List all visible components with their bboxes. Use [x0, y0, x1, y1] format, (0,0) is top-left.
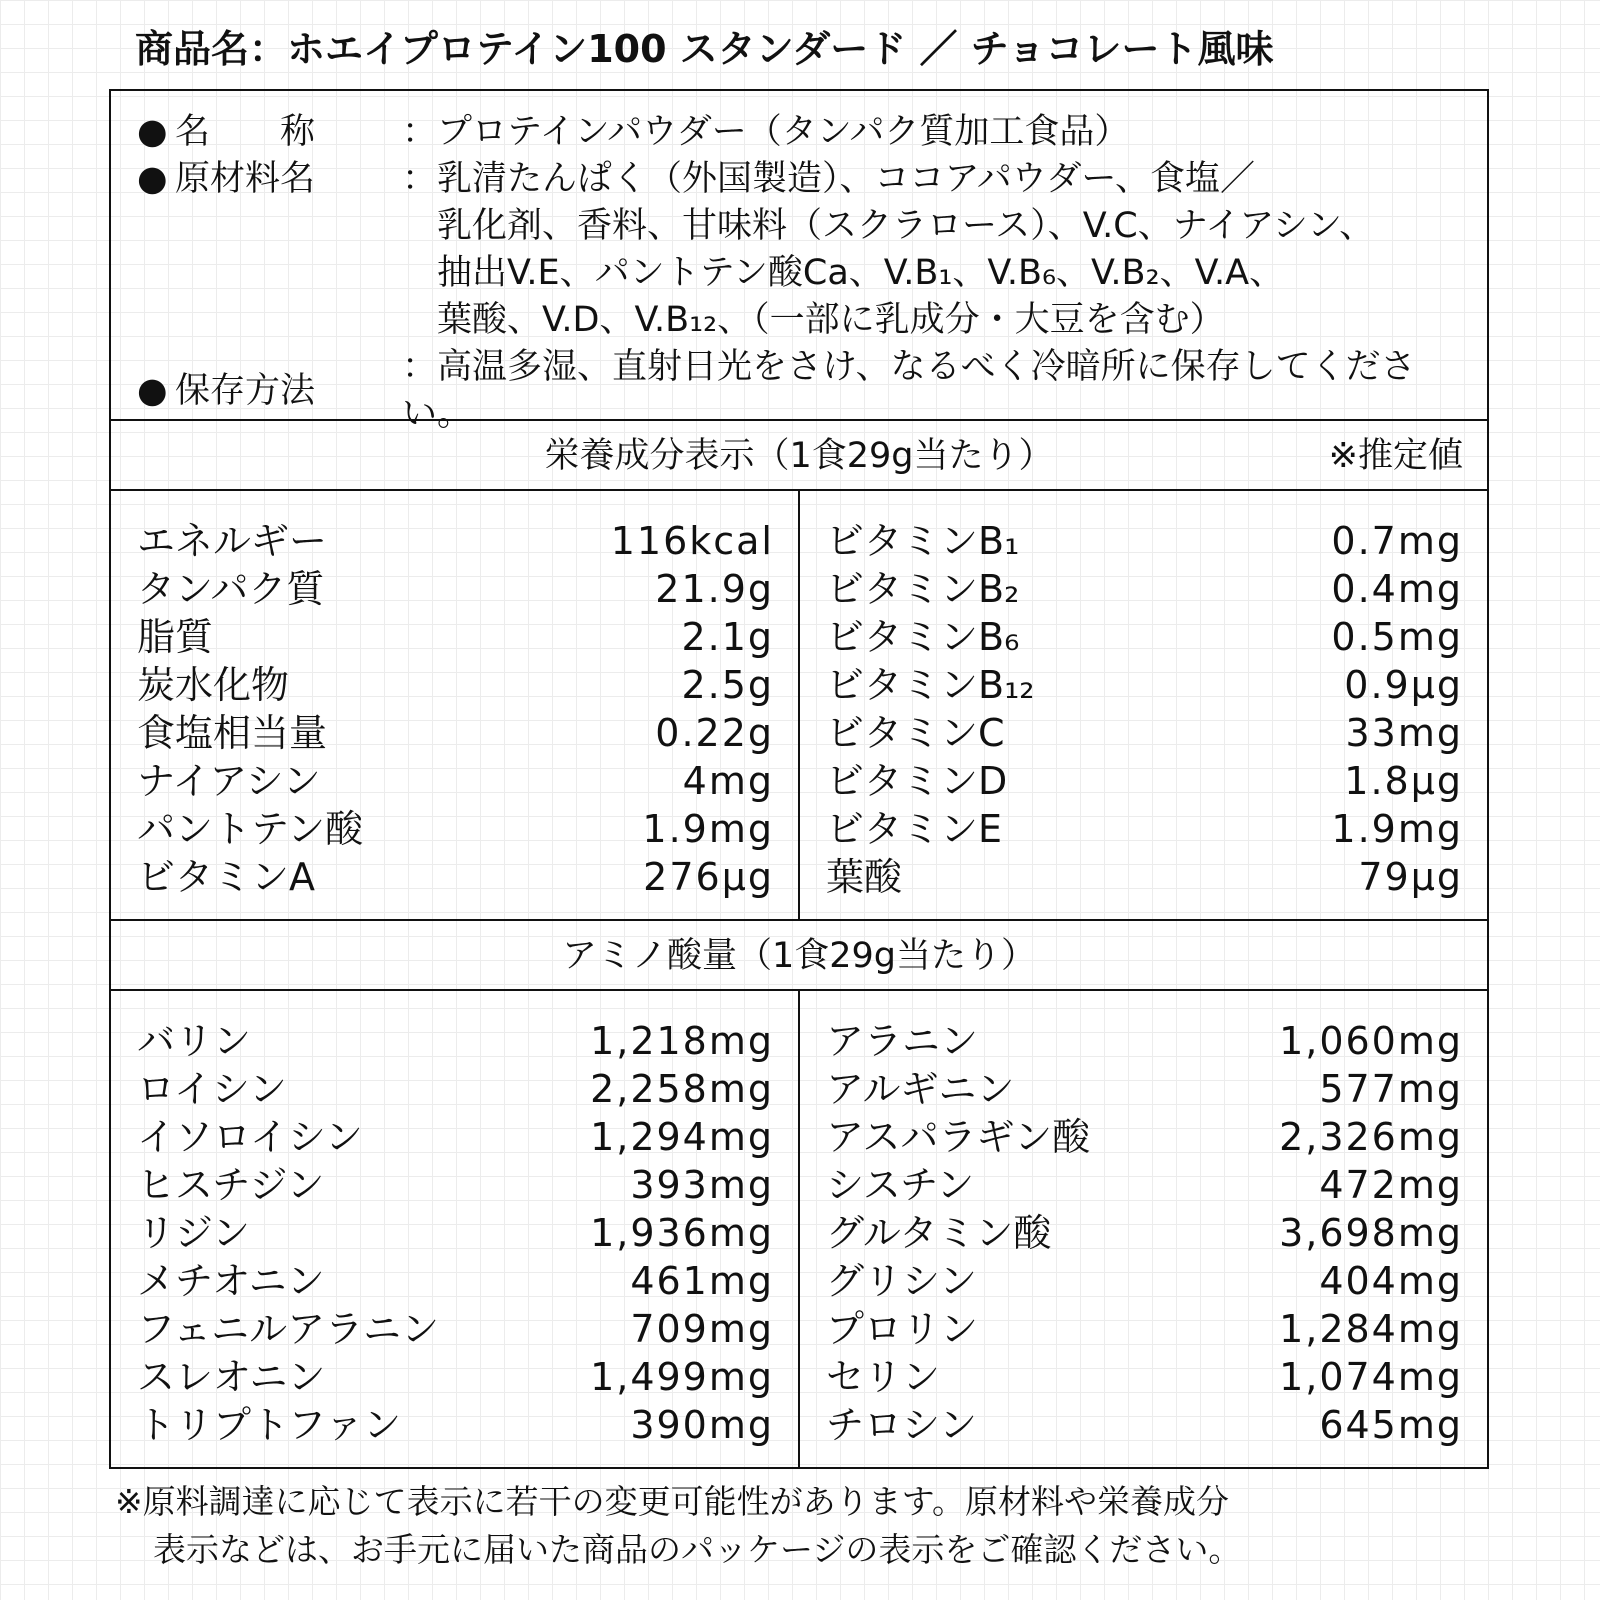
nutrition-heading: 栄養成分表示（1食29g当たり） — [544, 436, 1054, 476]
nutrient-value: 393mg — [630, 1163, 774, 1207]
nutrient-name: ビタミンA — [137, 855, 315, 899]
storage-label: 保存方法 — [175, 370, 316, 411]
product-title: 商品名：ホエイプロテイン100 スタンダード ／ チョコレート風味 — [135, 27, 1274, 71]
nutrient-name: 食塩相当量 — [137, 711, 328, 755]
nutrient-name: 炭水化物 — [137, 663, 290, 707]
nutrient-name: 脂質 — [137, 615, 214, 659]
nutrient-value: 1.9mg — [1331, 807, 1463, 851]
nutrient-name: スレオニン — [137, 1355, 326, 1399]
amino-row — [137, 1209, 774, 1257]
nutrition-row — [826, 709, 1463, 757]
nutrient-value: 709mg — [630, 1307, 774, 1351]
amino-column-right — [800, 991, 1487, 1467]
nutrient-name: グリシン — [826, 1259, 978, 1303]
info-row-name — [137, 109, 1487, 156]
nutrient-name: ビタミンB₁₂ — [826, 663, 1035, 707]
name-label: 名 称 — [175, 112, 316, 152]
nutrition-row — [137, 853, 774, 901]
nutrient-name: 葉酸 — [826, 855, 903, 899]
nutrition-column-left — [111, 491, 800, 919]
nutrient-value: 276μg — [643, 855, 774, 899]
nutrient-name: ヒスチジン — [137, 1163, 325, 1207]
ingredients-line: 乳清たんぱく（外国製造）、ココアパウダー、食塩／ — [437, 159, 1255, 199]
nutrition-row — [826, 853, 1463, 901]
nutrient-name: メチオニン — [137, 1259, 325, 1303]
nutrient-name: バリン — [137, 1019, 252, 1063]
nutrient-value: 1,284mg — [1279, 1307, 1463, 1351]
nutrient-name: イソロイシン — [137, 1115, 363, 1159]
amino-row — [826, 1401, 1463, 1449]
nutrient-name: パントテン酸 — [137, 807, 364, 851]
amino-row — [137, 1113, 774, 1161]
nutrient-value: 21.9g — [655, 567, 774, 611]
footnote-line: 表示などは、お手元に届いた商品のパッケージの表示をご確認ください。 — [153, 1530, 1242, 1569]
ingredients-label: 原材料名 — [175, 159, 316, 199]
nutrient-value: 1,074mg — [1279, 1355, 1463, 1399]
nutrient-value: 577mg — [1319, 1067, 1463, 1111]
nutrition-column-right — [800, 491, 1487, 919]
product-info-section — [111, 91, 1487, 434]
amino-row — [137, 1305, 774, 1353]
amino-row — [137, 1161, 774, 1209]
nutrient-name: プロリン — [826, 1307, 979, 1351]
footnote — [115, 1478, 1495, 1574]
nutrient-value: 2.5g — [681, 663, 774, 707]
nutrient-value: 2,258mg — [590, 1067, 774, 1111]
nutrition-row — [826, 805, 1463, 853]
colon: ： — [402, 347, 438, 387]
nutrition-heading-bar — [111, 421, 1487, 491]
nutrition-label-box — [109, 89, 1489, 1469]
nutrient-name: トリプトファン — [137, 1403, 402, 1447]
nutrient-value: 0.4mg — [1331, 567, 1463, 611]
amino-row — [137, 1257, 774, 1305]
nutrient-value: 0.9μg — [1344, 663, 1463, 707]
nutrient-name: ビタミンD — [826, 759, 1008, 803]
nutrition-row — [137, 613, 774, 661]
storage-value: 高温多湿、直射日光をさけ、なるべく冷暗所に保存してください。 — [402, 347, 1416, 434]
bullet-icon: ● — [137, 159, 168, 199]
ingredients-line: 葉酸、V.D、V.B₁₂、（一部に乳成分・大豆を含む） — [437, 300, 1225, 340]
nutrient-name: シスチン — [826, 1163, 975, 1207]
nutrition-row — [826, 757, 1463, 805]
nutrition-row — [137, 565, 774, 613]
amino-row — [826, 1209, 1463, 1257]
nutrient-value: 1.8μg — [1344, 759, 1463, 803]
nutrition-row — [826, 517, 1463, 565]
info-row-ingredients — [137, 156, 1487, 344]
nutrient-value: 390mg — [630, 1403, 774, 1447]
nutrient-name: エネルギー — [137, 519, 328, 563]
amino-column-left — [111, 991, 800, 1467]
nutrient-name: リジン — [137, 1211, 251, 1255]
nutrient-name: グルタミン酸 — [826, 1211, 1052, 1255]
nutrient-value: 116kcal — [610, 519, 774, 563]
nutrient-name: ナイアシン — [137, 759, 321, 803]
amino-heading-bar — [111, 921, 1487, 991]
nutrient-value: 1.9mg — [642, 807, 774, 851]
nutrient-value: 1,218mg — [590, 1019, 774, 1063]
nutrient-value: 4mg — [682, 759, 774, 803]
colon: ： — [402, 159, 438, 199]
nutrition-row — [137, 805, 774, 853]
nutrition-row — [137, 661, 774, 709]
nutrient-name: チロシン — [826, 1403, 978, 1447]
nutrient-name: アスパラギン酸 — [826, 1115, 1091, 1159]
nutrient-value: 1,936mg — [590, 1211, 774, 1255]
nutrient-value: 33mg — [1345, 711, 1463, 755]
amino-row — [137, 1017, 774, 1065]
nutrient-name: ビタミンC — [826, 711, 1005, 755]
nutrition-row — [137, 709, 774, 757]
nutrient-name: ビタミンB₂ — [826, 567, 1020, 611]
nutrition-row — [137, 757, 774, 805]
nutrient-value: 1,499mg — [590, 1355, 774, 1399]
nutrient-value: 0.22g — [655, 711, 774, 755]
nutrient-name: セリン — [826, 1355, 941, 1399]
ingredients-line: 抽出V.E、パントテン酸Ca、V.B₁、V.B₆、V.B₂、V.A、 — [437, 253, 1285, 293]
ingredients-line: 乳化剤、香料、甘味料（スクラロース）、V.C、ナイアシン、 — [437, 206, 1375, 246]
nutrient-name: ビタミンB₁ — [826, 519, 1020, 563]
nutrient-value: 472mg — [1319, 1163, 1463, 1207]
colon: ： — [402, 112, 438, 152]
nutrition-row — [826, 613, 1463, 661]
amino-table — [111, 991, 1487, 1467]
nutrient-name: アラニン — [826, 1019, 979, 1063]
nutrition-row — [826, 565, 1463, 613]
amino-row — [826, 1305, 1463, 1353]
amino-row — [137, 1401, 774, 1449]
footnote-line: ※原料調達に応じて表示に若干の変更可能性があります。原材料や栄養成分 — [115, 1482, 1230, 1521]
nutrient-value: 1,294mg — [590, 1115, 774, 1159]
nutrient-value: 2,326mg — [1279, 1115, 1463, 1159]
nutrient-name: アルギニン — [826, 1067, 1015, 1111]
nutrient-value: 3,698mg — [1279, 1211, 1463, 1255]
nutrient-name: フェニルアラニン — [137, 1307, 440, 1351]
amino-heading: アミノ酸量（1食29g当たり） — [561, 936, 1037, 976]
nutrient-value: 0.5mg — [1331, 615, 1463, 659]
nutrient-value: 1,060mg — [1279, 1019, 1463, 1063]
amino-row — [137, 1353, 774, 1401]
nutrient-value: 2.1g — [681, 615, 774, 659]
nutrient-value: 404mg — [1319, 1259, 1463, 1303]
nutrient-name: ロイシン — [137, 1067, 287, 1111]
bullet-icon: ● — [137, 370, 168, 411]
nutrient-name: タンパク質 — [137, 567, 325, 611]
amino-row — [826, 1113, 1463, 1161]
nutrient-value: 79μg — [1358, 855, 1463, 899]
nutrient-value: 645mg — [1319, 1403, 1463, 1447]
amino-row — [826, 1353, 1463, 1401]
nutrient-value: 0.7mg — [1331, 519, 1463, 563]
nutrient-name: ビタミンB₆ — [826, 615, 1020, 659]
name-value: プロテインパウダー（タンパク質加工食品） — [437, 112, 1130, 152]
nutrition-table — [111, 491, 1487, 921]
nutrient-name: ビタミンE — [826, 807, 1003, 851]
bullet-icon: ● — [137, 112, 168, 152]
amino-row — [137, 1065, 774, 1113]
amino-row — [826, 1257, 1463, 1305]
amino-row — [826, 1065, 1463, 1113]
nutrition-row — [137, 517, 774, 565]
amino-row — [826, 1017, 1463, 1065]
nutrient-value: 461mg — [630, 1259, 774, 1303]
nutrition-row — [826, 661, 1463, 709]
amino-row — [826, 1161, 1463, 1209]
estimate-note: ※推定値 — [1328, 436, 1463, 476]
